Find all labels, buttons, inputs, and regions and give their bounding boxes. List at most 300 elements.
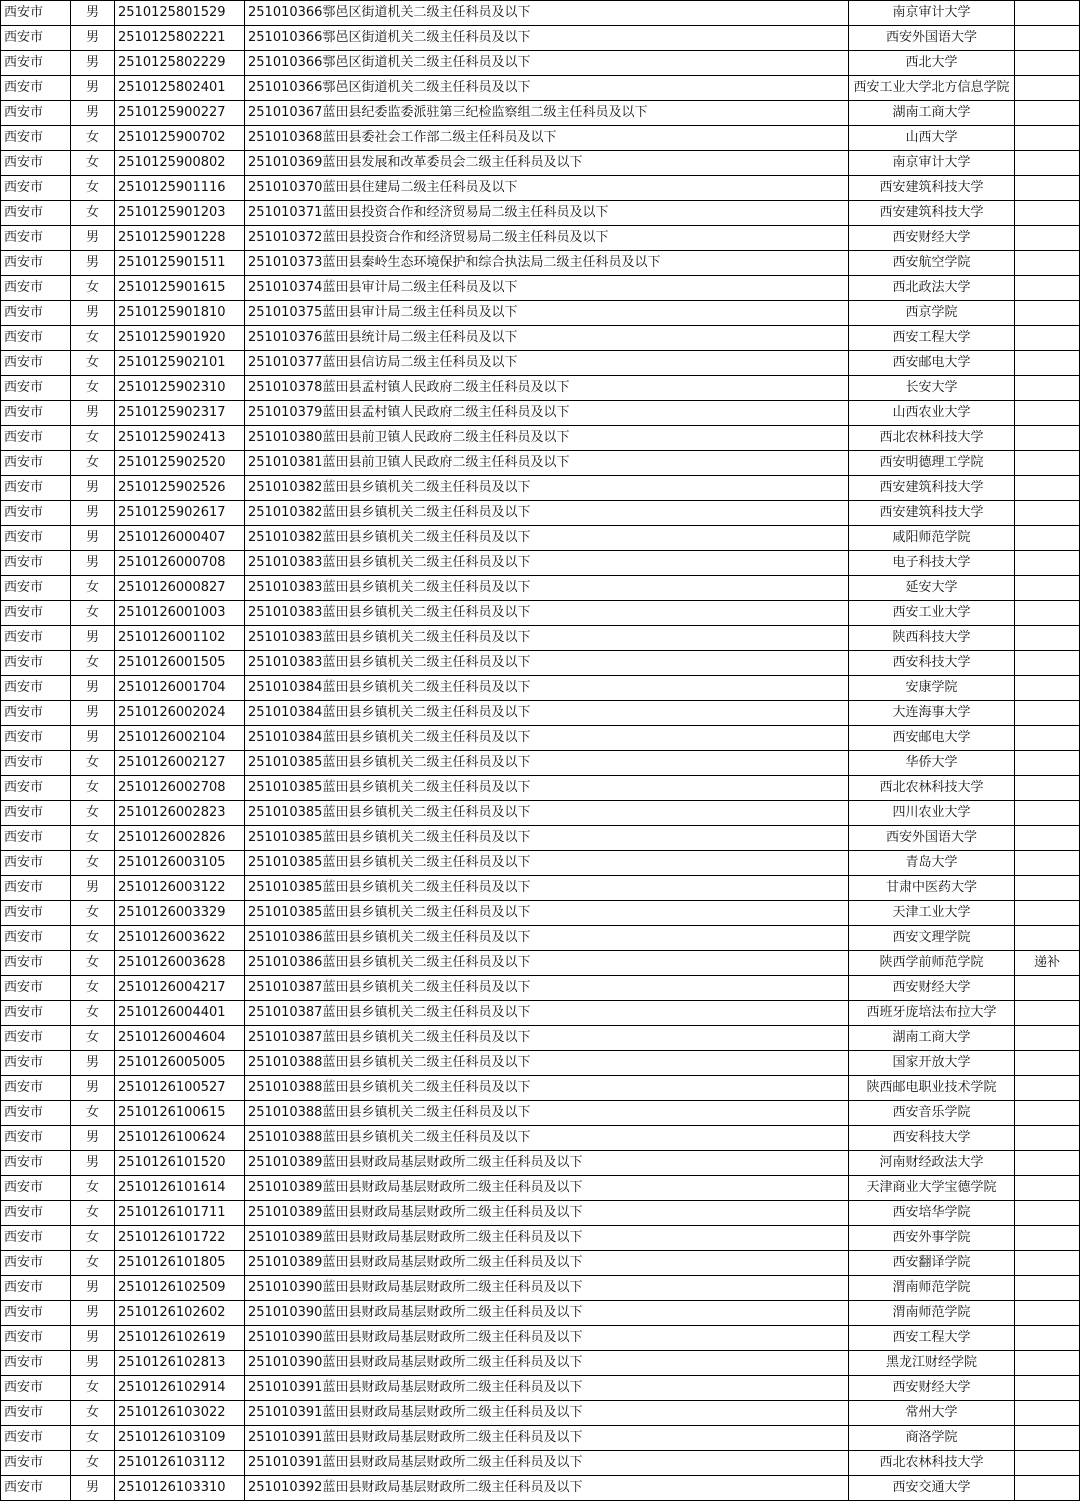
school-cell: 西安建筑科技大学 [849, 501, 1015, 526]
school-cell: 西安建筑科技大学 [849, 176, 1015, 201]
remark-cell [1015, 1376, 1080, 1401]
gender-cell: 男 [71, 251, 115, 276]
city-cell: 西安市 [1, 176, 71, 201]
school-cell: 甘肃中医药大学 [849, 876, 1015, 901]
position-cell: 251010385蓝田县乡镇机关二级主任科员及以下 [245, 751, 849, 776]
exam-id-cell: 2510126102509 [115, 1276, 245, 1301]
exam-id-cell: 2510125901228 [115, 226, 245, 251]
exam-id-cell: 2510126103109 [115, 1426, 245, 1451]
table-row [1, 726, 1080, 751]
position-cell: 251010368蓝田县委社会工作部二级主任科员及以下 [245, 126, 849, 151]
table-row [1, 776, 1080, 801]
exam-id-cell: 2510125902520 [115, 451, 245, 476]
exam-id-cell: 2510126101711 [115, 1201, 245, 1226]
exam-id-cell: 2510125900702 [115, 126, 245, 151]
table-row [1, 626, 1080, 651]
table-row [1, 151, 1080, 176]
exam-id-cell: 2510125901511 [115, 251, 245, 276]
city-cell: 西安市 [1, 1426, 71, 1451]
exam-id-cell: 2510125902310 [115, 376, 245, 401]
city-cell: 西安市 [1, 826, 71, 851]
remark-cell [1015, 176, 1080, 201]
school-cell: 渭南师范学院 [849, 1301, 1015, 1326]
gender-cell: 女 [71, 1451, 115, 1476]
exam-id-cell: 2510126001505 [115, 651, 245, 676]
school-cell: 黑龙江财经学院 [849, 1351, 1015, 1376]
remark-cell [1015, 726, 1080, 751]
table-row [1, 501, 1080, 526]
exam-id-cell: 2510126102813 [115, 1351, 245, 1376]
exam-id-cell: 2510126000407 [115, 526, 245, 551]
exam-id-cell: 2510126003122 [115, 876, 245, 901]
city-cell: 西安市 [1, 951, 71, 976]
table-row [1, 1401, 1080, 1426]
exam-id-cell: 2510126102619 [115, 1326, 245, 1351]
gender-cell: 男 [71, 1326, 115, 1351]
exam-id-cell: 2510125901810 [115, 301, 245, 326]
table-row [1, 426, 1080, 451]
exam-id-cell: 2510125902317 [115, 401, 245, 426]
table-row [1, 1201, 1080, 1226]
remark-cell [1015, 151, 1080, 176]
position-cell: 251010380蓝田县前卫镇人民政府二级主任科员及以下 [245, 426, 849, 451]
school-cell: 长安大学 [849, 376, 1015, 401]
city-cell: 西安市 [1, 1251, 71, 1276]
city-cell: 西安市 [1, 1451, 71, 1476]
remark-cell [1015, 501, 1080, 526]
city-cell: 西安市 [1, 1, 71, 26]
remark-cell [1015, 851, 1080, 876]
exam-id-cell: 2510125902413 [115, 426, 245, 451]
table-row [1, 1101, 1080, 1126]
city-cell: 西安市 [1, 151, 71, 176]
position-cell: 251010369蓝田县发展和改革委员会二级主任科员及以下 [245, 151, 849, 176]
exam-id-cell: 2510126004604 [115, 1026, 245, 1051]
gender-cell: 男 [71, 226, 115, 251]
table-row [1, 226, 1080, 251]
gender-cell: 女 [71, 1376, 115, 1401]
position-cell: 251010383蓝田县乡镇机关二级主任科员及以下 [245, 651, 849, 676]
table-row [1, 1426, 1080, 1451]
school-cell: 西安财经大学 [849, 226, 1015, 251]
position-cell: 251010385蓝田县乡镇机关二级主任科员及以下 [245, 876, 849, 901]
exam-id-cell: 2510126102602 [115, 1301, 245, 1326]
remark-cell: 递补 [1015, 951, 1080, 976]
table-row [1, 751, 1080, 776]
school-cell: 青岛大学 [849, 851, 1015, 876]
city-cell: 西安市 [1, 401, 71, 426]
position-cell: 251010385蓝田县乡镇机关二级主任科员及以下 [245, 776, 849, 801]
remark-cell [1015, 826, 1080, 851]
city-cell: 西安市 [1, 426, 71, 451]
position-cell: 251010383蓝田县乡镇机关二级主任科员及以下 [245, 626, 849, 651]
remark-cell [1015, 1076, 1080, 1101]
table-row [1, 451, 1080, 476]
exam-id-cell: 2510125802221 [115, 26, 245, 51]
position-cell: 251010389蓝田县财政局基层财政所二级主任科员及以下 [245, 1226, 849, 1251]
table-row [1, 201, 1080, 226]
gender-cell: 女 [71, 826, 115, 851]
remark-cell [1015, 1326, 1080, 1351]
remark-cell [1015, 551, 1080, 576]
school-cell: 西安工程大学 [849, 326, 1015, 351]
position-cell: 251010372蓝田县投资合作和经济贸易局二级主任科员及以下 [245, 226, 849, 251]
gender-cell: 男 [71, 1076, 115, 1101]
position-cell: 251010392蓝田县财政局基层财政所二级主任科员及以下 [245, 1476, 849, 1501]
exam-id-cell: 2510126002823 [115, 801, 245, 826]
school-cell: 南京审计大学 [849, 1, 1015, 26]
exam-id-cell: 2510126002104 [115, 726, 245, 751]
city-cell: 西安市 [1, 1051, 71, 1076]
gender-cell: 女 [71, 1426, 115, 1451]
city-cell: 西安市 [1, 1226, 71, 1251]
table-row [1, 326, 1080, 351]
position-cell: 251010384蓝田县乡镇机关二级主任科员及以下 [245, 676, 849, 701]
table-row [1, 101, 1080, 126]
gender-cell: 男 [71, 51, 115, 76]
gender-cell: 男 [71, 76, 115, 101]
remark-cell [1015, 76, 1080, 101]
city-cell: 西安市 [1, 926, 71, 951]
gender-cell: 男 [71, 1126, 115, 1151]
school-cell: 西安邮电大学 [849, 726, 1015, 751]
city-cell: 西安市 [1, 576, 71, 601]
city-cell: 西安市 [1, 1301, 71, 1326]
table-row [1, 926, 1080, 951]
remark-cell [1015, 451, 1080, 476]
position-cell: 251010384蓝田县乡镇机关二级主任科员及以下 [245, 726, 849, 751]
exam-id-cell: 2510126002826 [115, 826, 245, 851]
exam-id-cell: 2510125802401 [115, 76, 245, 101]
gender-cell: 男 [71, 626, 115, 651]
remark-cell [1015, 751, 1080, 776]
position-cell: 251010391蓝田县财政局基层财政所二级主任科员及以下 [245, 1451, 849, 1476]
school-cell: 南京审计大学 [849, 151, 1015, 176]
table-row [1, 801, 1080, 826]
exam-id-cell: 2510125802229 [115, 51, 245, 76]
table-row [1, 1276, 1080, 1301]
exam-id-cell: 2510125902526 [115, 476, 245, 501]
city-cell: 西安市 [1, 26, 71, 51]
gender-cell: 男 [71, 526, 115, 551]
city-cell: 西安市 [1, 801, 71, 826]
gender-cell: 男 [71, 401, 115, 426]
city-cell: 西安市 [1, 1351, 71, 1376]
school-cell: 西安航空学院 [849, 251, 1015, 276]
city-cell: 西安市 [1, 1126, 71, 1151]
position-cell: 251010373蓝田县秦岭生态环境保护和综合执法局二级主任科员及以下 [245, 251, 849, 276]
school-cell: 国家开放大学 [849, 1051, 1015, 1076]
remark-cell [1015, 601, 1080, 626]
city-cell: 西安市 [1, 601, 71, 626]
position-cell: 251010386蓝田县乡镇机关二级主任科员及以下 [245, 951, 849, 976]
exam-id-cell: 2510125901116 [115, 176, 245, 201]
city-cell: 西安市 [1, 326, 71, 351]
position-cell: 251010391蓝田县财政局基层财政所二级主任科员及以下 [245, 1426, 849, 1451]
remark-cell [1015, 1351, 1080, 1376]
exam-id-cell: 2510126100624 [115, 1126, 245, 1151]
table-row [1, 1051, 1080, 1076]
remark-cell [1015, 476, 1080, 501]
school-cell: 西安外国语大学 [849, 26, 1015, 51]
school-cell: 常州大学 [849, 1401, 1015, 1426]
remark-cell [1015, 1476, 1080, 1501]
gender-cell: 男 [71, 701, 115, 726]
school-cell: 陕西学前师范学院 [849, 951, 1015, 976]
gender-cell: 女 [71, 951, 115, 976]
exam-id-cell: 2510126002024 [115, 701, 245, 726]
gender-cell: 女 [71, 1401, 115, 1426]
exam-id-cell: 2510126004401 [115, 1001, 245, 1026]
city-cell: 西安市 [1, 1101, 71, 1126]
table-row [1, 851, 1080, 876]
school-cell: 陕西科技大学 [849, 626, 1015, 651]
position-cell: 251010385蓝田县乡镇机关二级主任科员及以下 [245, 851, 849, 876]
school-cell: 西安科技大学 [849, 1126, 1015, 1151]
gender-cell: 男 [71, 1351, 115, 1376]
table-row [1, 1026, 1080, 1051]
city-cell: 西安市 [1, 1076, 71, 1101]
school-cell: 西京学院 [849, 301, 1015, 326]
city-cell: 西安市 [1, 251, 71, 276]
school-cell: 西安明德理工学院 [849, 451, 1015, 476]
position-cell: 251010366鄠邑区街道机关二级主任科员及以下 [245, 26, 849, 51]
city-cell: 西安市 [1, 1001, 71, 1026]
remark-cell [1015, 276, 1080, 301]
school-cell: 西北大学 [849, 51, 1015, 76]
position-cell: 251010388蓝田县乡镇机关二级主任科员及以下 [245, 1051, 849, 1076]
remark-cell [1015, 1001, 1080, 1026]
remark-cell [1015, 1126, 1080, 1151]
gender-cell: 女 [71, 851, 115, 876]
school-cell: 西班牙庞培法布拉大学 [849, 1001, 1015, 1026]
remark-cell [1015, 1251, 1080, 1276]
table-row [1, 1151, 1080, 1176]
table-row [1, 651, 1080, 676]
gender-cell: 男 [71, 1151, 115, 1176]
city-cell: 西安市 [1, 976, 71, 1001]
remark-cell [1015, 701, 1080, 726]
table-row [1, 276, 1080, 301]
gender-cell: 男 [71, 101, 115, 126]
exam-id-cell: 2510125900227 [115, 101, 245, 126]
gender-cell: 女 [71, 126, 115, 151]
table-row [1, 976, 1080, 1001]
table-row [1, 376, 1080, 401]
table-row [1, 551, 1080, 576]
school-cell: 西安建筑科技大学 [849, 476, 1015, 501]
gender-cell: 女 [71, 926, 115, 951]
remark-cell [1015, 376, 1080, 401]
remark-cell [1015, 1201, 1080, 1226]
city-cell: 西安市 [1, 1476, 71, 1501]
city-cell: 西安市 [1, 751, 71, 776]
table-row [1, 1226, 1080, 1251]
city-cell: 西安市 [1, 376, 71, 401]
table-row [1, 176, 1080, 201]
school-cell: 西安翻译学院 [849, 1251, 1015, 1276]
remark-cell [1015, 801, 1080, 826]
remark-cell [1015, 776, 1080, 801]
gender-cell: 女 [71, 1176, 115, 1201]
gender-cell: 女 [71, 176, 115, 201]
school-cell: 山西大学 [849, 126, 1015, 151]
position-cell: 251010382蓝田县乡镇机关二级主任科员及以下 [245, 526, 849, 551]
city-cell: 西安市 [1, 1176, 71, 1201]
remark-cell [1015, 676, 1080, 701]
city-cell: 西安市 [1, 726, 71, 751]
position-cell: 251010387蓝田县乡镇机关二级主任科员及以下 [245, 976, 849, 1001]
exam-id-cell: 2510125902617 [115, 501, 245, 526]
remark-cell [1015, 1451, 1080, 1476]
exam-id-cell: 2510125902101 [115, 351, 245, 376]
table-row [1, 1326, 1080, 1351]
remark-cell [1015, 626, 1080, 651]
exam-id-cell: 2510126100527 [115, 1076, 245, 1101]
remark-cell [1015, 1151, 1080, 1176]
exam-id-cell: 2510126101805 [115, 1251, 245, 1276]
exam-id-cell: 2510126103310 [115, 1476, 245, 1501]
school-cell: 西安工业大学北方信息学院 [849, 76, 1015, 101]
table-row [1, 51, 1080, 76]
remark-cell [1015, 1301, 1080, 1326]
gender-cell: 女 [71, 751, 115, 776]
table-row [1, 876, 1080, 901]
table-row [1, 1351, 1080, 1376]
position-cell: 251010391蓝田县财政局基层财政所二级主任科员及以下 [245, 1401, 849, 1426]
school-cell: 西安交通大学 [849, 1476, 1015, 1501]
school-cell: 西安外国语大学 [849, 826, 1015, 851]
remark-cell [1015, 876, 1080, 901]
position-cell: 251010370蓝田县住建局二级主任科员及以下 [245, 176, 849, 201]
position-cell: 251010367蓝田县纪委监委派驻第三纪检监察组二级主任科员及以下 [245, 101, 849, 126]
table-row [1, 1301, 1080, 1326]
remark-cell [1015, 576, 1080, 601]
city-cell: 西安市 [1, 276, 71, 301]
exam-id-cell: 2510126000708 [115, 551, 245, 576]
gender-cell: 女 [71, 576, 115, 601]
table-row [1, 1376, 1080, 1401]
school-cell: 安康学院 [849, 676, 1015, 701]
exam-id-cell: 2510126101520 [115, 1151, 245, 1176]
city-cell: 西安市 [1, 301, 71, 326]
exam-id-cell: 2510126003628 [115, 951, 245, 976]
position-cell: 251010389蓝田县财政局基层财政所二级主任科员及以下 [245, 1151, 849, 1176]
city-cell: 西安市 [1, 1276, 71, 1301]
city-cell: 西安市 [1, 551, 71, 576]
gender-cell: 男 [71, 1301, 115, 1326]
position-cell: 251010374蓝田县审计局二级主任科员及以下 [245, 276, 849, 301]
table-row [1, 601, 1080, 626]
gender-cell: 女 [71, 1226, 115, 1251]
school-cell: 陕西邮电职业技术学院 [849, 1076, 1015, 1101]
table-row [1, 401, 1080, 426]
school-cell: 天津工业大学 [849, 901, 1015, 926]
school-cell: 西安培华学院 [849, 1201, 1015, 1226]
remark-cell [1015, 26, 1080, 51]
gender-cell: 男 [71, 476, 115, 501]
gender-cell: 女 [71, 601, 115, 626]
exam-id-cell: 2510126102914 [115, 1376, 245, 1401]
school-cell: 商洛学院 [849, 1426, 1015, 1451]
city-cell: 西安市 [1, 351, 71, 376]
position-cell: 251010379蓝田县孟村镇人民政府二级主任科员及以下 [245, 401, 849, 426]
remark-cell [1015, 426, 1080, 451]
city-cell: 西安市 [1, 126, 71, 151]
remark-cell [1015, 1226, 1080, 1251]
gender-cell: 男 [71, 1476, 115, 1501]
city-cell: 西安市 [1, 851, 71, 876]
position-cell: 251010389蓝田县财政局基层财政所二级主任科员及以下 [245, 1201, 849, 1226]
position-cell: 251010390蓝田县财政局基层财政所二级主任科员及以下 [245, 1301, 849, 1326]
city-cell: 西安市 [1, 876, 71, 901]
position-cell: 251010387蓝田县乡镇机关二级主任科员及以下 [245, 1026, 849, 1051]
school-cell: 西安建筑科技大学 [849, 201, 1015, 226]
remark-cell [1015, 1026, 1080, 1051]
exam-id-cell: 2510125901203 [115, 201, 245, 226]
exam-id-cell: 2510126001704 [115, 676, 245, 701]
position-cell: 251010382蓝田县乡镇机关二级主任科员及以下 [245, 476, 849, 501]
school-cell: 山西农业大学 [849, 401, 1015, 426]
gender-cell: 女 [71, 651, 115, 676]
city-cell: 西安市 [1, 901, 71, 926]
exam-id-cell: 2510126003329 [115, 901, 245, 926]
position-cell: 251010383蓝田县乡镇机关二级主任科员及以下 [245, 576, 849, 601]
gender-cell: 女 [71, 976, 115, 1001]
school-cell: 西北农林科技大学 [849, 1451, 1015, 1476]
exam-id-cell: 2510125801529 [115, 1, 245, 26]
position-cell: 251010386蓝田县乡镇机关二级主任科员及以下 [245, 926, 849, 951]
remark-cell [1015, 101, 1080, 126]
exam-id-cell: 2510126100615 [115, 1101, 245, 1126]
gender-cell: 女 [71, 1101, 115, 1126]
gender-cell: 女 [71, 351, 115, 376]
table-body [1, 1, 1080, 1501]
city-cell: 西安市 [1, 201, 71, 226]
table-row [1, 951, 1080, 976]
remark-cell [1015, 301, 1080, 326]
city-cell: 西安市 [1, 226, 71, 251]
city-cell: 西安市 [1, 476, 71, 501]
school-cell: 西安音乐学院 [849, 1101, 1015, 1126]
school-cell: 咸阳师范学院 [849, 526, 1015, 551]
gender-cell: 男 [71, 551, 115, 576]
position-cell: 251010388蓝田县乡镇机关二级主任科员及以下 [245, 1126, 849, 1151]
school-cell: 大连海事大学 [849, 701, 1015, 726]
exam-id-cell: 2510126002708 [115, 776, 245, 801]
table-row [1, 1451, 1080, 1476]
position-cell: 251010371蓝田县投资合作和经济贸易局二级主任科员及以下 [245, 201, 849, 226]
city-cell: 西安市 [1, 451, 71, 476]
exam-id-cell: 2510126000827 [115, 576, 245, 601]
city-cell: 西安市 [1, 1376, 71, 1401]
gender-cell: 男 [71, 501, 115, 526]
position-cell: 251010366鄠邑区街道机关二级主任科员及以下 [245, 51, 849, 76]
table-row [1, 1126, 1080, 1151]
city-cell: 西安市 [1, 676, 71, 701]
position-cell: 251010391蓝田县财政局基层财政所二级主任科员及以下 [245, 1376, 849, 1401]
school-cell: 西安工程大学 [849, 1326, 1015, 1351]
gender-cell: 女 [71, 901, 115, 926]
position-cell: 251010384蓝田县乡镇机关二级主任科员及以下 [245, 701, 849, 726]
gender-cell: 男 [71, 301, 115, 326]
table-row [1, 26, 1080, 51]
table-row [1, 126, 1080, 151]
position-cell: 251010375蓝田县审计局二级主任科员及以下 [245, 301, 849, 326]
table-row [1, 351, 1080, 376]
position-cell: 251010390蓝田县财政局基层财政所二级主任科员及以下 [245, 1351, 849, 1376]
position-cell: 251010378蓝田县孟村镇人民政府二级主任科员及以下 [245, 376, 849, 401]
